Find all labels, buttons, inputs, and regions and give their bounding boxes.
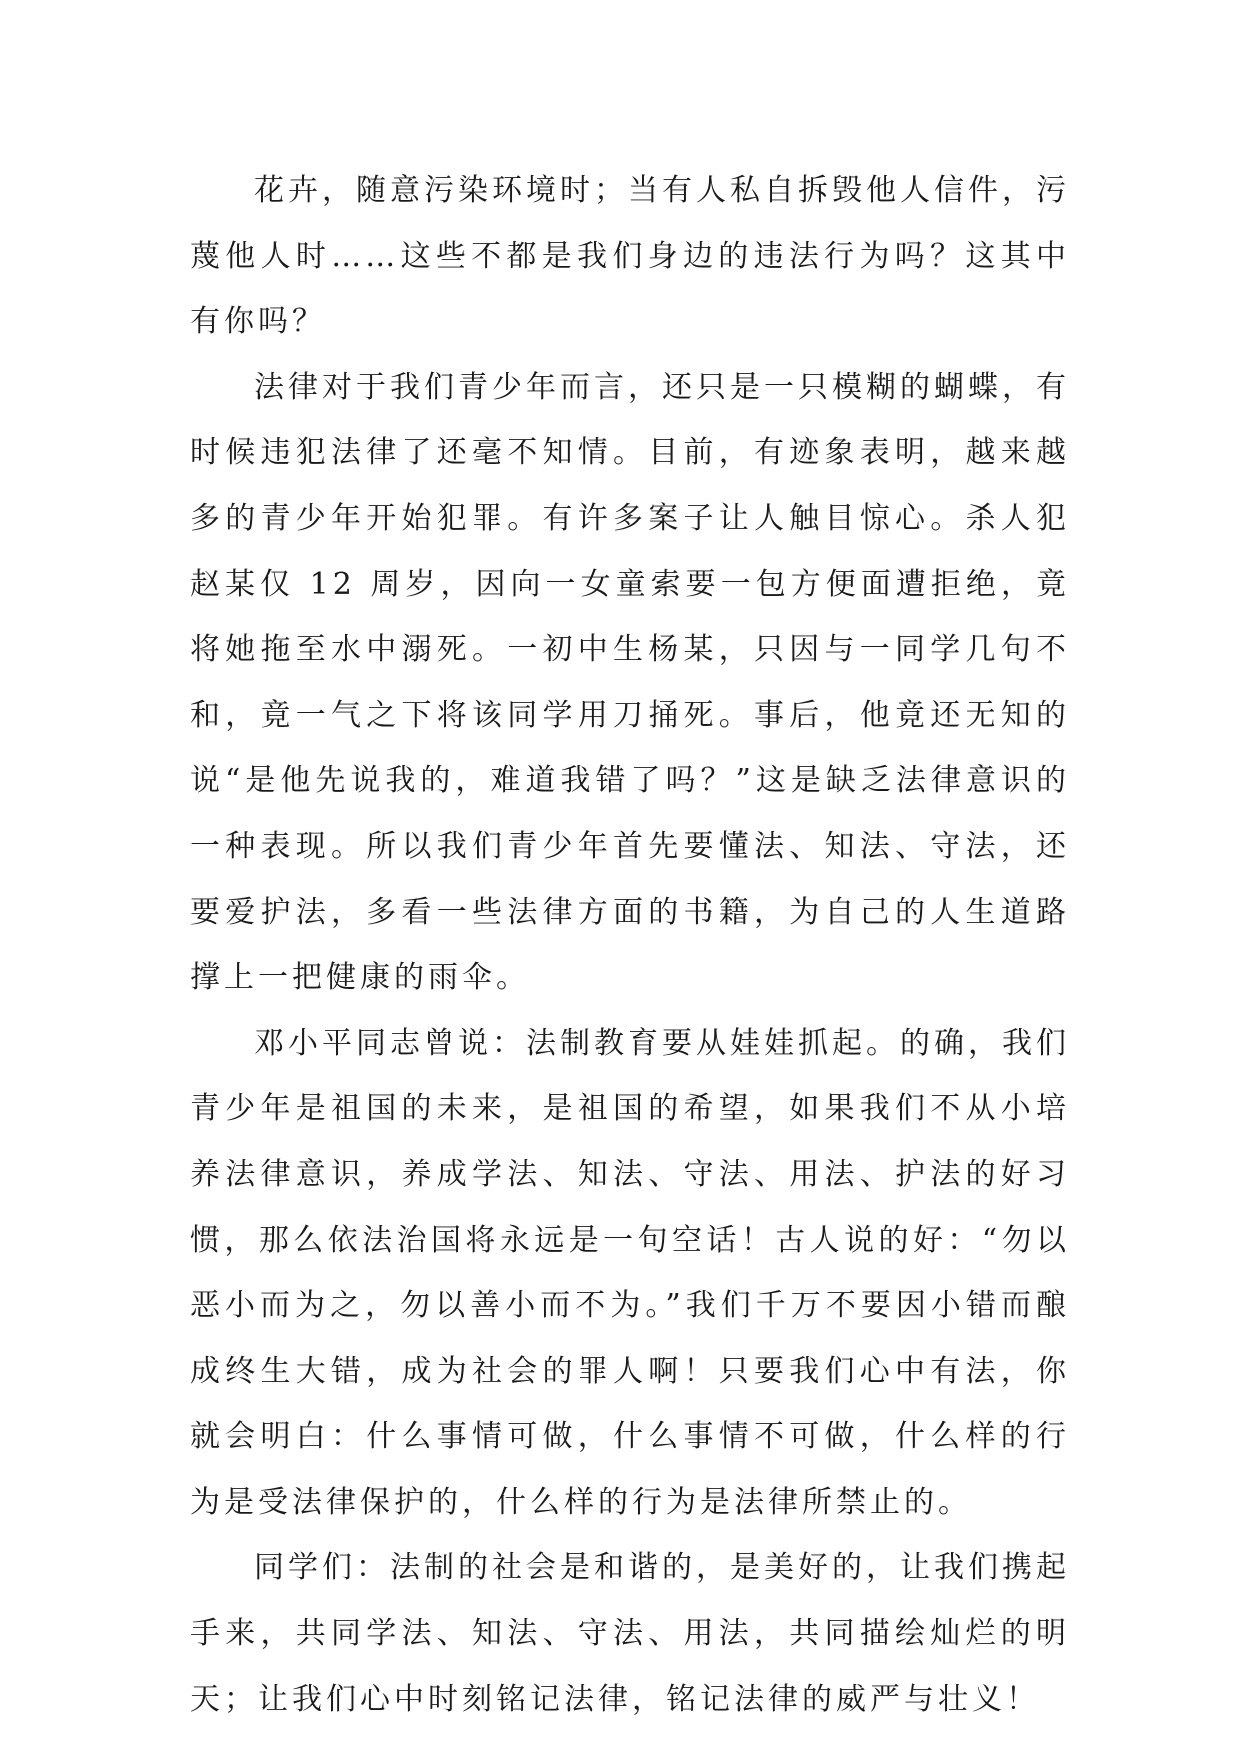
- body-text: [190, 158, 1070, 1732]
- paragraph-1: 花卉，随意污染环境时；当有人私自拆毁他人信件，污蔑他人时……这些不都是我们身边的违法行为吗？这其中有你吗？: [190, 173, 1070, 340]
- paragraph-4: 同学们：法制的社会是和谐的，是美好的，让我们携起手来，共同学法、知法、守法、用法，共同描绘灿烂的明天；让我们心中时刻铭记法律，铭记法律的威严与壮义！: [190, 1550, 1070, 1717]
- paragraph-2: 法律对于我们青少年而言，还只是一只模糊的蝴蝶，有时候违犯法律了还毫不知情。目前，有迹象表明，越来越多的青少年开始犯罪。有许多案子让人触目惊心。杀人犯赵某仅 12 周岁，因向一女童索要一包方便面遭拒绝，竟将她拖至水中溺死。一初中生杨某，只因与一同学几句不和，竟一气之下将该同学用刀捅死。事后，他竟还无知的说“是他先说我的，难道我错了吗？”这是缺乏法律意识的一种表现。所以我们青少年首先要懂法、知法、守法，还要爱护法，多看一些法律方面的书籍，为自己的人生道路撑上一把健康的雨伞。: [190, 369, 1070, 996]
- paragraph-3: 邓小平同志曾说：法制教育要从娃娃抓起。的确，我们青少年是祖国的未来，是祖国的希望，如果我们不从小培养法律意识，养成学法、知法、守法、用法、护法的好习惯，那么依法治国将永远是一句空话！古人说的好：“勿以恶小而为之，勿以善小而不为。”我们千万不要因小错而酿成终生大错，成为社会的罪人啊！只要我们心中有法，你就会明白：什么事情可做，什么事情不可做，什么样的行为是受法律保护的，什么样的行为是法律所禁止的。: [190, 1025, 1070, 1520]
